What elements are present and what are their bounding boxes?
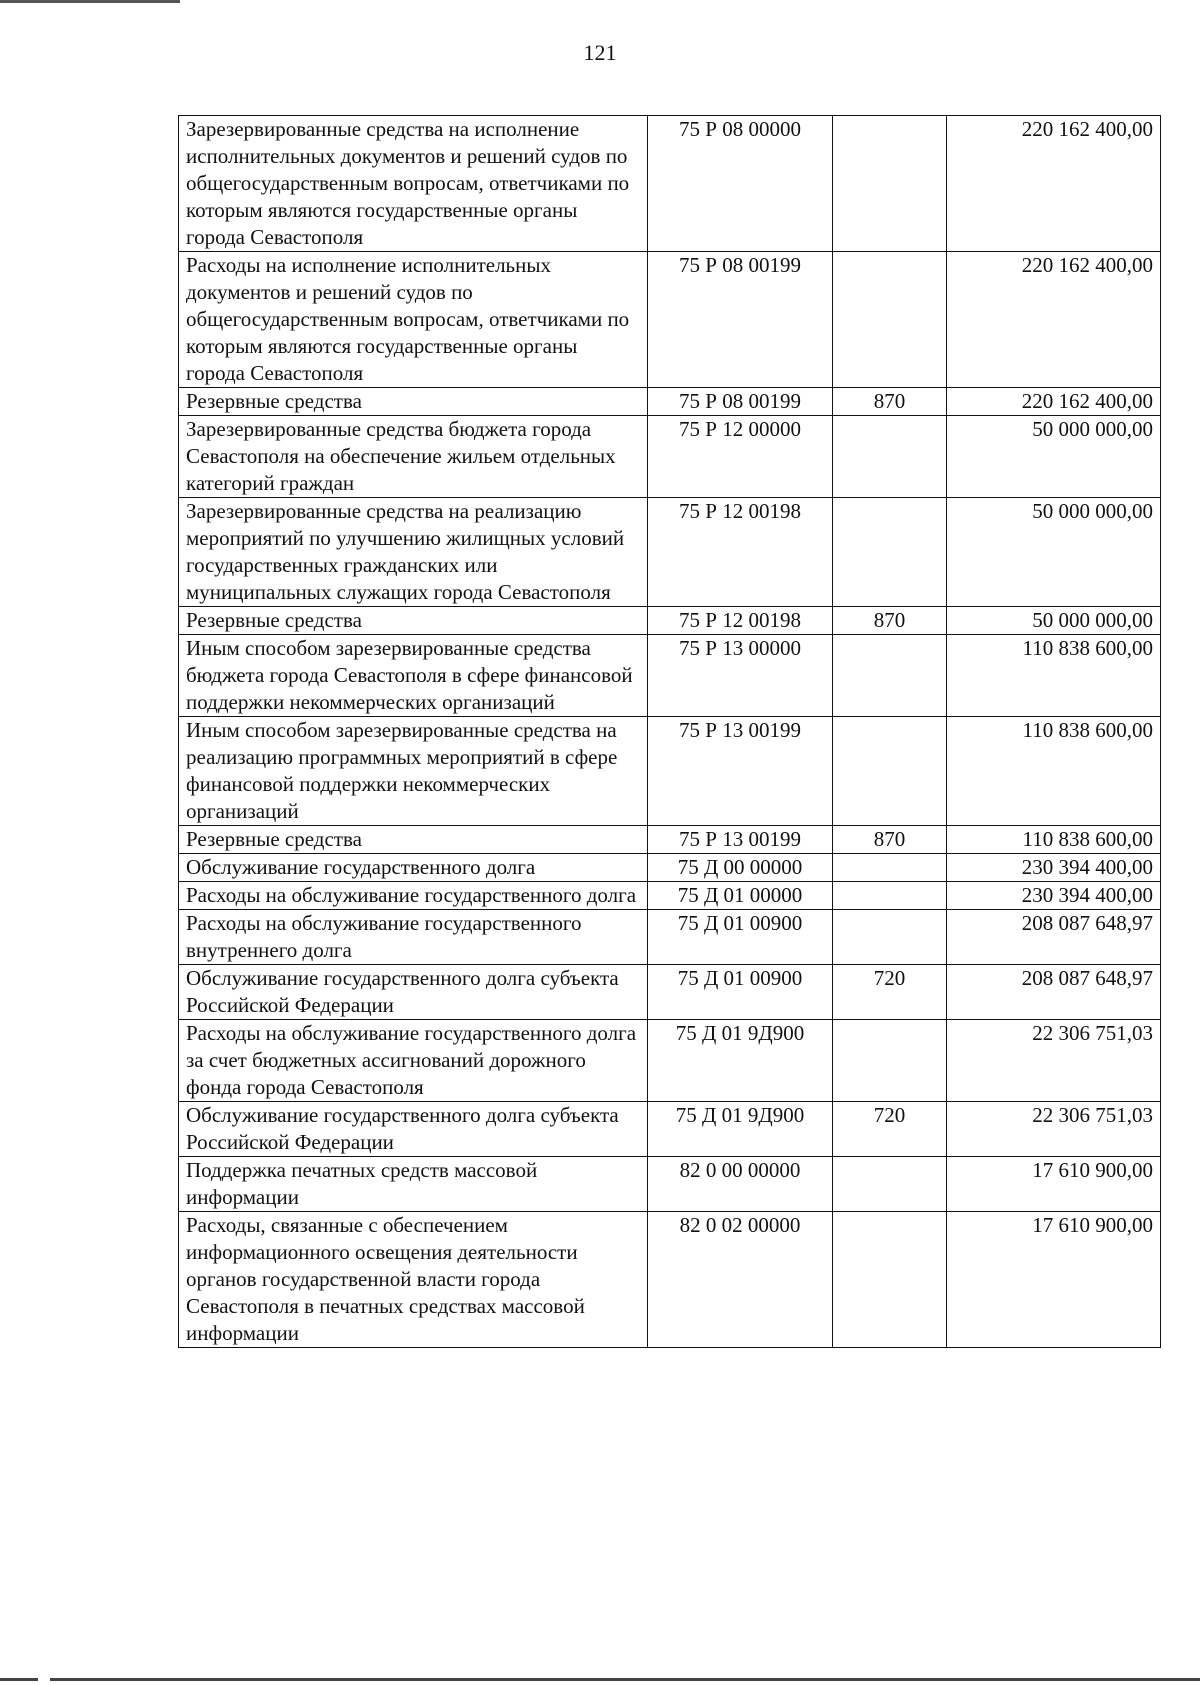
row-name: Резервные средства (179, 388, 648, 416)
row-code: 75 Д 01 00900 (648, 910, 833, 965)
row-amount: 220 162 400,00 (947, 116, 1161, 252)
row-code: 75 Р 08 00199 (648, 252, 833, 388)
table-row (179, 116, 1161, 252)
row-amount: 230 394 400,00 (947, 854, 1161, 882)
row-expense-type (833, 717, 947, 826)
row-name: Зарезервированные средства на реализацию мероприятий по улучшению жилищных условий государственных гражданских или муниципальных служащих города Севастополя (179, 498, 648, 607)
row-amount: 230 394 400,00 (947, 882, 1161, 910)
row-name: Обслуживание государственного долга субъекта Российской Федерации (179, 965, 648, 1020)
row-amount: 110 838 600,00 (947, 826, 1161, 854)
row-code: 82 0 02 00000 (648, 1212, 833, 1348)
row-code: 75 Д 01 9Д900 (648, 1102, 833, 1157)
row-amount: 17 610 900,00 (947, 1157, 1161, 1212)
row-amount: 50 000 000,00 (947, 498, 1161, 607)
table-row (179, 882, 1161, 910)
row-expense-type (833, 635, 947, 717)
row-code: 75 Р 12 00198 (648, 607, 833, 635)
row-name: Расходы, связанные с обеспечением информационного освещения деятельности органов государственной власти города Севастополя в печатных средствах массовой информации (179, 1212, 648, 1348)
row-expense-type (833, 116, 947, 252)
row-expense-type: 870 (833, 388, 947, 416)
row-name: Резервные средства (179, 607, 648, 635)
row-code: 75 Р 12 00000 (648, 416, 833, 498)
row-amount: 50 000 000,00 (947, 607, 1161, 635)
table-row (179, 498, 1161, 607)
row-expense-type: 720 (833, 1102, 947, 1157)
table-row (179, 388, 1161, 416)
row-code: 82 0 00 00000 (648, 1157, 833, 1212)
row-expense-type (833, 910, 947, 965)
row-expense-type (833, 252, 947, 388)
table-row (179, 607, 1161, 635)
row-name: Расходы на обслуживание государственного долга за счет бюджетных ассигнований дорожного фонда города Севастополя (179, 1020, 648, 1102)
row-expense-type (833, 1020, 947, 1102)
row-code: 75 Д 01 9Д900 (648, 1020, 833, 1102)
row-amount: 22 306 751,03 (947, 1020, 1161, 1102)
row-name: Иным способом зарезервированные средства на реализацию программных мероприятий в сфере финансовой поддержки некоммерческих организаций (179, 717, 648, 826)
row-amount: 208 087 648,97 (947, 965, 1161, 1020)
row-name: Обслуживание государственного долга (179, 854, 648, 882)
table-row (179, 252, 1161, 388)
row-amount: 110 838 600,00 (947, 717, 1161, 826)
row-code: 75 Р 13 00000 (648, 635, 833, 717)
scan-edge-mark (0, 0, 180, 3)
row-name: Расходы на исполнение исполнительных документов и решений судов по общегосударственным вопросам, ответчиками по которым являются государственные органы города Севастополя (179, 252, 648, 388)
table-row (179, 635, 1161, 717)
row-code: 75 Р 08 00000 (648, 116, 833, 252)
row-expense-type (833, 1157, 947, 1212)
row-expense-type (833, 1212, 947, 1348)
table-row (179, 1020, 1161, 1102)
table-row (179, 416, 1161, 498)
table-row (179, 1157, 1161, 1212)
scan-edge-mark (0, 1678, 38, 1681)
table-row (179, 965, 1161, 1020)
page-number: 121 (583, 40, 617, 65)
row-code: 75 Д 00 00000 (648, 854, 833, 882)
row-expense-type (833, 498, 947, 607)
row-code: 75 Д 01 00900 (648, 965, 833, 1020)
row-code: 75 Р 12 00198 (648, 498, 833, 607)
row-name: Поддержка печатных средств массовой информации (179, 1157, 648, 1212)
budget-table (178, 115, 1161, 1348)
row-code: 75 Р 08 00199 (648, 388, 833, 416)
table-row (179, 1102, 1161, 1157)
row-code: 75 Д 01 00000 (648, 882, 833, 910)
row-code: 75 Р 13 00199 (648, 717, 833, 826)
row-name: Обслуживание государственного долга субъекта Российской Федерации (179, 1102, 648, 1157)
table-row (179, 910, 1161, 965)
row-name: Иным способом зарезервированные средства бюджета города Севастополя в сфере финансовой поддержки некоммерческих организаций (179, 635, 648, 717)
table-row (179, 1212, 1161, 1348)
row-amount: 220 162 400,00 (947, 252, 1161, 388)
table-row (179, 717, 1161, 826)
row-expense-type (833, 416, 947, 498)
row-expense-type: 870 (833, 607, 947, 635)
row-amount: 110 838 600,00 (947, 635, 1161, 717)
row-amount: 22 306 751,03 (947, 1102, 1161, 1157)
row-expense-type: 870 (833, 826, 947, 854)
table-row (179, 826, 1161, 854)
row-name: Зарезервированные средства на исполнение исполнительных документов и решений судов по общегосударственным вопросам, ответчиками по которым являются государственные органы города Севастополя (179, 116, 648, 252)
row-expense-type (833, 854, 947, 882)
row-name: Зарезервированные средства бюджета города Севастополя на обеспечение жильем отдельных категорий граждан (179, 416, 648, 498)
row-amount: 208 087 648,97 (947, 910, 1161, 965)
row-name: Расходы на обслуживание государственного долга (179, 882, 648, 910)
row-code: 75 Р 13 00199 (648, 826, 833, 854)
row-expense-type: 720 (833, 965, 947, 1020)
row-expense-type (833, 882, 947, 910)
row-amount: 220 162 400,00 (947, 388, 1161, 416)
row-amount: 50 000 000,00 (947, 416, 1161, 498)
row-amount: 17 610 900,00 (947, 1212, 1161, 1348)
row-name: Резервные средства (179, 826, 648, 854)
table-row (179, 854, 1161, 882)
scan-edge-mark (50, 1678, 1200, 1681)
row-name: Расходы на обслуживание государственного внутреннего долга (179, 910, 648, 965)
